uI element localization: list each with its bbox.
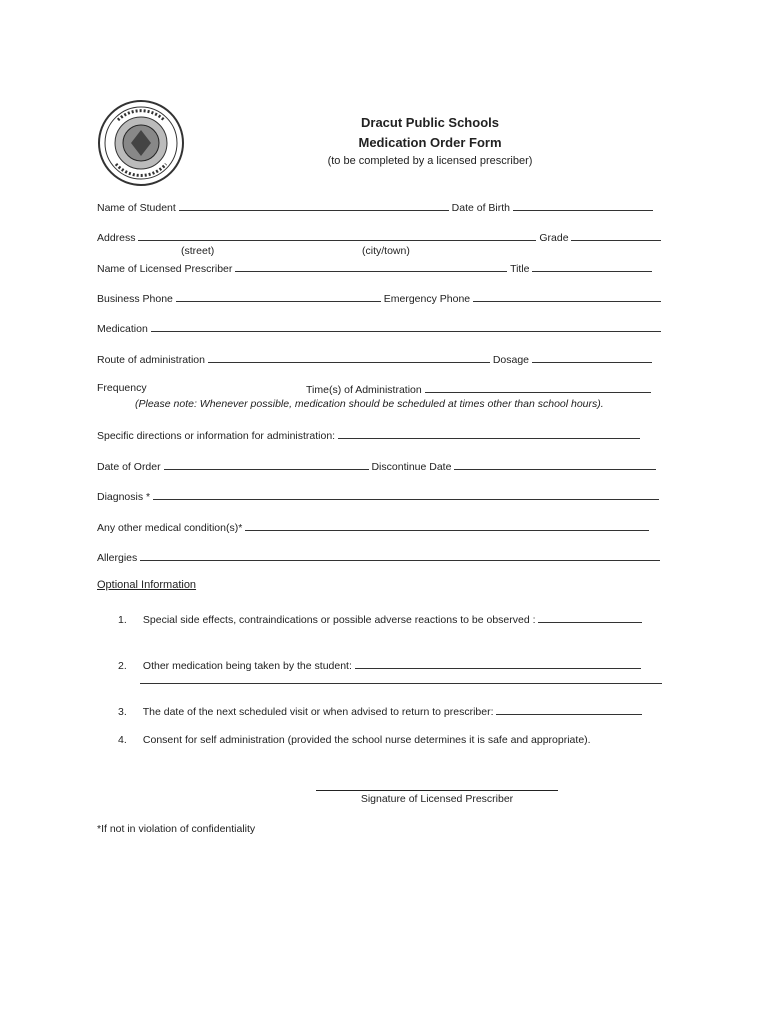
directions-row (97, 427, 640, 443)
item-text: Special side effects, contraindications or possible adverse reactions to be observed : (142, 614, 536, 626)
other-conditions-row (97, 519, 649, 535)
other-conditions-label: Any other medical condition(s)* (97, 522, 243, 534)
diagnosis-label: Diagnosis * (97, 491, 151, 503)
item-number: 4. (118, 734, 127, 746)
dosage-field[interactable] (532, 351, 652, 363)
business-phone-field[interactable] (176, 290, 381, 302)
student-name-label: Name of Student (97, 202, 176, 214)
form-header (300, 113, 560, 169)
medication-label: Medication (97, 323, 148, 335)
optional-item (118, 611, 642, 626)
footnote: *If not in violation of confidentiality (97, 823, 256, 835)
address-row (97, 229, 661, 245)
optional-item (118, 703, 642, 718)
grade-label: Grade (539, 232, 569, 244)
other-conditions-field[interactable] (245, 519, 649, 531)
emergency-phone-field[interactable] (473, 290, 661, 302)
item-number: 2. (118, 660, 127, 672)
title-label: Title (510, 263, 530, 275)
item-number: 3. (118, 706, 127, 718)
item-text: Other medication being taken by the student: (142, 660, 352, 672)
directions-label: Specific directions or information for administration: (97, 430, 336, 442)
title-field[interactable] (532, 260, 652, 272)
school-title: Dracut Public Schools (361, 115, 499, 130)
times-field[interactable] (425, 381, 651, 393)
form-title: Medication Order Form (358, 135, 502, 150)
times-row (306, 381, 651, 397)
optional-info-heading: Optional Information (97, 579, 197, 591)
date-of-order-label: Date of Order (97, 461, 161, 473)
optional-item (118, 657, 641, 672)
student-name-row (97, 199, 653, 215)
emergency-phone-label: Emergency Phone (383, 293, 471, 305)
allergies-label: Allergies (97, 552, 138, 564)
dosage-label: Dosage (492, 354, 530, 366)
item-text: The date of the next scheduled visit or when advised to return to prescriber: (142, 706, 494, 718)
street-caption: (street) (181, 245, 215, 257)
route-label: Route of administration (97, 354, 205, 366)
item-number: 1. (118, 614, 127, 626)
prescriber-field[interactable] (235, 260, 507, 272)
grade-field[interactable] (571, 229, 661, 241)
business-phone-label: Business Phone (97, 293, 173, 305)
next-visit-field[interactable] (496, 703, 642, 715)
directions-field[interactable] (338, 427, 640, 439)
student-name-field[interactable] (179, 199, 449, 211)
signature-line[interactable] (316, 790, 558, 791)
diagnosis-field[interactable] (153, 488, 659, 500)
frequency-label: Frequency (97, 382, 147, 394)
discontinue-date-label: Discontinue Date (371, 461, 452, 473)
phone-row (97, 290, 661, 306)
dob-label: Date of Birth (451, 202, 511, 214)
town-seal-icon (98, 100, 184, 186)
form-instructions: (to be completed by a licensed prescriber) (327, 155, 533, 167)
schedule-note: (Please note: Whenever possible, medication should be scheduled at times other than school hours). (135, 398, 604, 410)
other-medication-field[interactable] (355, 657, 641, 669)
prescriber-label: Name of Licensed Prescriber (97, 263, 233, 275)
route-field[interactable] (208, 351, 490, 363)
discontinue-date-field[interactable] (454, 458, 656, 470)
address-field[interactable] (138, 229, 536, 241)
medication-row (97, 320, 661, 336)
allergies-row (97, 549, 660, 565)
dates-row (97, 458, 656, 474)
date-of-order-field[interactable] (164, 458, 369, 470)
medication-field[interactable] (151, 320, 661, 332)
signature-label: Signature of Licensed Prescriber (360, 793, 514, 805)
diagnosis-row (97, 488, 659, 504)
prescriber-row (97, 260, 652, 276)
allergies-field[interactable] (140, 549, 660, 561)
other-medication-field-2[interactable] (140, 672, 662, 684)
optional-item (118, 734, 591, 746)
times-label: Time(s) of Administration (306, 384, 422, 396)
city-caption: (city/town) (362, 245, 410, 257)
route-row (97, 351, 652, 367)
side-effects-field[interactable] (538, 611, 642, 623)
address-label: Address (97, 232, 136, 244)
other-medication-line2 (140, 672, 662, 688)
item-text: Consent for self administration (provided the school nurse determines it is safe and appropriate). (142, 734, 591, 746)
dob-field[interactable] (513, 199, 653, 211)
